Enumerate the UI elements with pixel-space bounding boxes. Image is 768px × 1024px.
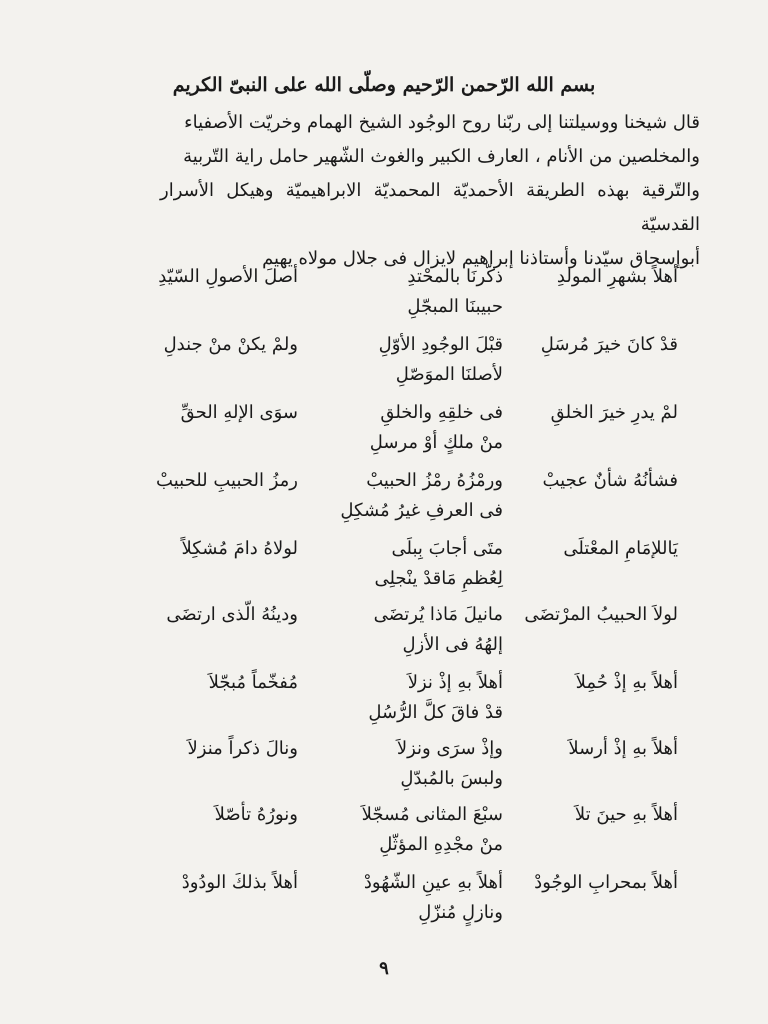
verse-first-hemistich: فشأنُهُ شأنٌ عجيبْ (542, 470, 678, 491)
verse-last-hemistich: لولاهُ دامَ مُشكِلاً (181, 538, 298, 559)
verse-first-hemistich: أهلاً بهِ إذْ أرسلاَ (568, 738, 678, 759)
verse-middle-continuation: منْ ملكٍ أوْ مرسلِ (369, 432, 503, 453)
verse-last-hemistich: ولمْ يكنْ منْ جندلِ (163, 334, 298, 355)
verse-middle-continuation: فى العرفِ غيرُ مُشكِلِ (340, 500, 503, 521)
verse-last-hemistich: ونورُهُ تأصّلاَ (214, 804, 298, 825)
verse-last-hemistich: أصلَ الأصولِ السّيّدِ (158, 266, 298, 287)
verse-middle-hemistich: ورمْزُهُ رمْزُ الحبيبْ (366, 470, 503, 491)
verse-middle-continuation: منْ مجْدِهِ المؤثّلِ (379, 834, 503, 855)
verse-last-hemistich: أهلاً بذلكَ الودُودْ (181, 872, 298, 893)
poem-stanza (0, 600, 768, 664)
verse-middle-hemistich: فى خلقِهِ والخلقِ (380, 402, 503, 423)
verse-middle-continuation: حبيبنَا المبجّلِ (407, 296, 503, 317)
verse-middle-continuation: ولبسَ بالمُبدّلِ (400, 768, 503, 789)
verse-middle-continuation: لأصلنَا الموَصّلِ (395, 364, 503, 385)
poem-stanza (0, 398, 768, 462)
intro-line: والمخلصين من الأنام ، العارف الكبير والغوث الشّهير حامل راية التّربية (183, 146, 700, 167)
verse-last-hemistich: رمزُ الحبيبِ للحبيبْ (156, 470, 298, 491)
verse-first-hemistich: لولاَ الحبيبُ المرْتضَى (524, 604, 678, 625)
verse-last-hemistich: سوَى الإلهِ الحقِّ (180, 402, 298, 423)
poem-stanza (0, 734, 768, 798)
poem-stanza (0, 466, 768, 530)
poem-stanza (0, 534, 768, 598)
intro-line: والتّرقية بهذه الطريقة الأحمديّة المحمديّة الابراهيميّة وهيكل الأسرار القدسيّة (160, 180, 700, 235)
intro-line: قال شيخنا ووسيلتنا إلى ربّنا روح الوجُود الشيخ الهمام وخريّت الأصفياء (184, 112, 700, 133)
verse-middle-hemistich: أهلاً بهِ إذْ نزلاَ (407, 672, 503, 693)
verse-first-hemistich: أهلاً بمحرابِ الوجُودْ (534, 872, 678, 893)
poem-stanza (0, 262, 768, 326)
basmala-heading: بسم الله الرّحمن الرّحيم وصلّى الله على النبىّ الكريم (172, 74, 596, 96)
verse-middle-hemistich: مانيلَ مَاذا يُرتضَى (373, 604, 503, 625)
verse-middle-continuation: ونازلٍ مُنزّلِ (418, 902, 503, 923)
verse-middle-continuation: لِعُظمِ مَاقدْ ينْجلِى (374, 568, 503, 589)
verse-last-hemistich: مُفخّماً مُبجّلاَ (208, 672, 298, 693)
verse-middle-continuation: قدْ فاقَ كلَّ الرُّسُلِ (368, 702, 503, 723)
poem-stanza (0, 800, 768, 864)
verse-first-hemistich: لمْ يدرِ خيرَ الخلقِ (550, 402, 678, 423)
verse-middle-hemistich: وإذْ سرَى ونزلاَ (396, 738, 503, 759)
verse-middle-hemistich: ذكّرنَا بالمحْتدِ (407, 266, 503, 287)
verse-middle-continuation: إلهُهُ فى الأزلِ (402, 634, 503, 655)
page-number: ٩ (379, 958, 389, 979)
poem-stanza (0, 868, 768, 932)
verse-first-hemistich: أهلاً بشهرِ المولدِ (556, 266, 678, 287)
verse-first-hemistich: قدْ كانَ خيرَ مُرسَلِ (540, 334, 678, 355)
verse-first-hemistich: أهلاً بهِ حينَ تلاَ (574, 804, 678, 825)
poem-stanza (0, 330, 768, 394)
verse-first-hemistich: أهلاً بهِ إذْ حُمِلاَ (575, 672, 678, 693)
verse-middle-hemistich: أهلاً بهِ عينِ الشّهُودْ (363, 872, 503, 893)
intro-paragraph (160, 106, 700, 276)
verse-first-hemistich: يَاللإمَامِ المعْتلَى (563, 538, 678, 559)
verse-last-hemistich: ونالَ ذكراً منزلاَ (187, 738, 298, 759)
verse-middle-hemistich: قبْلَ الوجُودِ الأوّلِ (378, 334, 503, 355)
verse-middle-hemistich: سبْعَ المثانى مُسجّلاَ (361, 804, 503, 825)
poem-stanza (0, 668, 768, 732)
intro-line: أبوإسحاق سيّدنا وأستاذنا إبراهيم لايزال فى جلال مولاه يهيم (262, 248, 700, 269)
verse-last-hemistich: ودينُهُ الّذى ارتضَى (166, 604, 298, 625)
verse-middle-hemistich: متَى أجابَ بِبلَى (391, 538, 503, 559)
